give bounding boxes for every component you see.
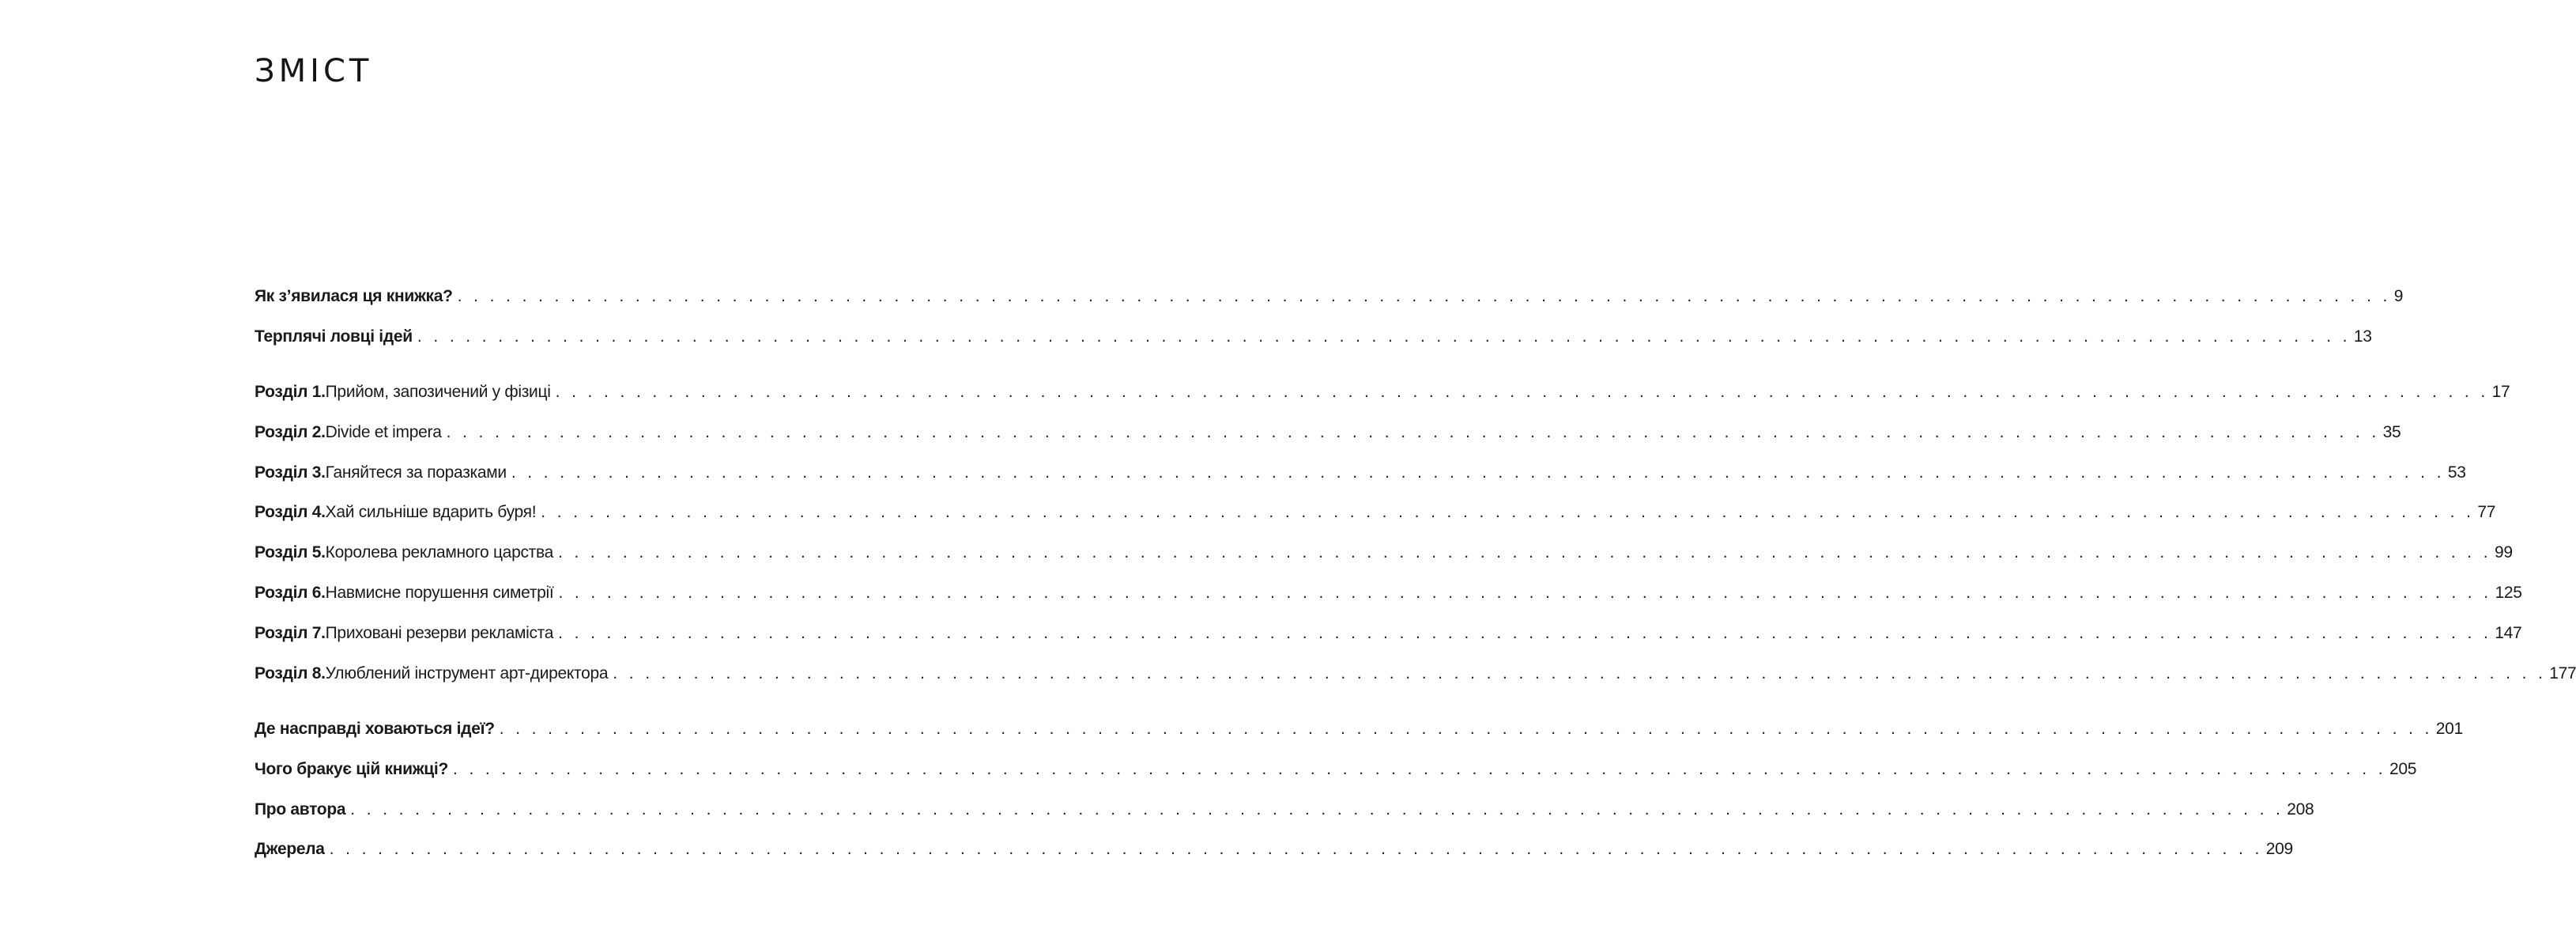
page-number: 77 <box>2477 503 2496 521</box>
toc-entry[interactable] <box>255 717 2463 741</box>
page-number: 13 <box>2353 327 2372 346</box>
chapter-label: Розділ 8. <box>255 664 326 682</box>
toc-entry[interactable] <box>255 837 2293 861</box>
page-number: 201 <box>2435 720 2463 738</box>
dot-leader: . . . . . . . . . . . . . . . . . . . . . . . . . . . . . . . . . . . . . . . . . . . . . . . . . . . . . . . . . . . . . . . . . . . . . . . . . . . . . . . . . . . . . . . . . . . . . . . . . . . . . . . . . . . . . . . . . . . . . . . . <box>613 664 2547 682</box>
page-number: 147 <box>2495 624 2522 642</box>
dot-leader: . . . . . . . . . . . . . . . . . . . . . . . . . . . . . . . . . . . . . . . . . . . . . . . . . . . . . . . . . . . . . . . . . . . . . . . . . . . . . . . . . . . . . . . . . . . . . . . . . . . . . . . . . . . . . . . . . . . . . . . . <box>555 383 2489 401</box>
page-number: 205 <box>2389 760 2417 778</box>
page-number: 208 <box>2287 800 2314 819</box>
dot-leader: . . . . . . . . . . . . . . . . . . . . . . . . . . . . . . . . . . . . . . . . . . . . . . . . . . . . . . . . . . . . . . . . . . . . . . . . . . . . . . . . . . . . . . . . . . . . . . . . . . . . . . . . . . . . . . . . . . . . . . . . <box>452 760 2387 778</box>
dot-leader: . . . . . . . . . . . . . . . . . . . . . . . . . . . . . . . . . . . . . . . . . . . . . . . . . . . . . . . . . . . . . . . . . . . . . . . . . . . . . . . . . . . . . . . . . . . . . . . . . . . . . . . . . . . . . . . . . . . . . . . . <box>329 840 2263 858</box>
page-number: 99 <box>2495 543 2513 561</box>
toc-entry[interactable] <box>255 662 2576 686</box>
page-number: 35 <box>2382 423 2401 441</box>
toc-entry[interactable] <box>255 380 2510 404</box>
chapter-label: Розділ 5. <box>255 543 326 561</box>
entry-title: Навмисне порушення симетрії <box>325 584 554 602</box>
page-title: ЗМІСТ <box>255 53 373 89</box>
entry-title: Королева рекламного царства <box>325 543 553 561</box>
entry-title: Чого бракує цій книжці? <box>255 760 448 778</box>
chapter-label: Розділ 1. <box>255 383 326 401</box>
toc-entry[interactable] <box>255 461 2466 485</box>
toc-entry[interactable] <box>255 285 2404 308</box>
toc-entry[interactable] <box>255 541 2513 565</box>
toc-entry[interactable] <box>255 798 2314 822</box>
entry-title: Ганяйтеся за поразками <box>325 463 507 482</box>
chapter-label: Розділ 7. <box>255 624 326 642</box>
page-number: 9 <box>2393 287 2404 305</box>
page-number: 177 <box>2549 664 2576 682</box>
chapter-label: Розділ 6. <box>255 584 326 602</box>
entry-title: Улюблений інструмент арт-директора <box>325 664 609 682</box>
toc-entry[interactable] <box>255 325 2372 349</box>
dot-leader: . . . . . . . . . . . . . . . . . . . . . . . . . . . . . . . . . . . . . . . . . . . . . . . . . . . . . . . . . . . . . . . . . . . . . . . . . . . . . . . . . . . . . . . . . . . . . . . . . . . . . . . . . . . . . . . . . . . . . . . . <box>511 463 2445 482</box>
dot-leader: . . . . . . . . . . . . . . . . . . . . . . . . . . . . . . . . . . . . . . . . . . . . . . . . . . . . . . . . . . . . . . . . . . . . . . . . . . . . . . . . . . . . . . . . . . . . . . . . . . . . . . . . . . . . . . . . . . . . . . . . <box>457 287 2391 305</box>
entry-title: Джерела <box>255 840 325 858</box>
dot-leader: . . . . . . . . . . . . . . . . . . . . . . . . . . . . . . . . . . . . . . . . . . . . . . . . . . . . . . . . . . . . . . . . . . . . . . . . . . . . . . . . . . . . . . . . . . . . . . . . . . . . . . . . . . . . . . . . . . . . . . . . <box>541 503 2475 521</box>
toc-entry[interactable] <box>255 758 2417 781</box>
chapter-label: Розділ 3. <box>255 463 326 482</box>
dot-leader: . . . . . . . . . . . . . . . . . . . . . . . . . . . . . . . . . . . . . . . . . . . . . . . . . . . . . . . . . . . . . . . . . . . . . . . . . . . . . . . . . . . . . . . . . . . . . . . . . . . . . . . . . . . . . . . . . . . . . . . . <box>499 720 2433 738</box>
entry-title: Divide et impera <box>325 423 442 441</box>
toc-entry[interactable] <box>255 501 2496 524</box>
dot-leader: . . . . . . . . . . . . . . . . . . . . . . . . . . . . . . . . . . . . . . . . . . . . . . . . . . . . . . . . . . . . . . . . . . . . . . . . . . . . . . . . . . . . . . . . . . . . . . . . . . . . . . . . . . . . . . . . . . . . . . . . <box>558 624 2492 642</box>
toc-entry[interactable] <box>255 622 2522 645</box>
page-number: 53 <box>2447 463 2466 482</box>
entry-title: Як з’явилася ця книжка? <box>255 287 453 305</box>
page-number: 209 <box>2265 840 2293 858</box>
dot-leader: . . . . . . . . . . . . . . . . . . . . . . . . . . . . . . . . . . . . . . . . . . . . . . . . . . . . . . . . . . . . . . . . . . . . . . . . . . . . . . . . . . . . . . . . . . . . . . . . . . . . . . . . . . . . . . . . . . . . . . . . <box>417 327 2351 346</box>
dot-leader: . . . . . . . . . . . . . . . . . . . . . . . . . . . . . . . . . . . . . . . . . . . . . . . . . . . . . . . . . . . . . . . . . . . . . . . . . . . . . . . . . . . . . . . . . . . . . . . . . . . . . . . . . . . . . . . . . . . . . . . . <box>557 543 2492 561</box>
toc-entry[interactable] <box>255 421 2401 444</box>
table-of-contents <box>255 0 2576 949</box>
page-number: 17 <box>2491 383 2510 401</box>
entry-title: Хай сильніше вдарить буря! <box>325 503 537 521</box>
chapter-label: Розділ 2. <box>255 423 326 441</box>
dot-leader: . . . . . . . . . . . . . . . . . . . . . . . . . . . . . . . . . . . . . . . . . . . . . . . . . . . . . . . . . . . . . . . . . . . . . . . . . . . . . . . . . . . . . . . . . . . . . . . . . . . . . . . . . . . . . . . . . . . . . . . . <box>350 800 2284 819</box>
entry-title: Про автора <box>255 800 346 819</box>
dot-leader: . . . . . . . . . . . . . . . . . . . . . . . . . . . . . . . . . . . . . . . . . . . . . . . . . . . . . . . . . . . . . . . . . . . . . . . . . . . . . . . . . . . . . . . . . . . . . . . . . . . . . . . . . . . . . . . . . . . . . . . . <box>558 584 2492 602</box>
toc-entry[interactable] <box>255 581 2522 605</box>
entry-title: Прийом, запозичений у фізиці <box>325 383 551 401</box>
entry-title: Де насправді ховаються ідеї? <box>255 720 495 738</box>
dot-leader: . . . . . . . . . . . . . . . . . . . . . . . . . . . . . . . . . . . . . . . . . . . . . . . . . . . . . . . . . . . . . . . . . . . . . . . . . . . . . . . . . . . . . . . . . . . . . . . . . . . . . . . . . . . . . . . . . . . . . . . . <box>446 423 2380 441</box>
entry-title: Приховані резерви рекламіста <box>325 624 554 642</box>
page-number: 125 <box>2495 584 2522 602</box>
chapter-label: Розділ 4. <box>255 503 326 521</box>
entry-title: Терплячі ловці ідей <box>255 327 413 346</box>
